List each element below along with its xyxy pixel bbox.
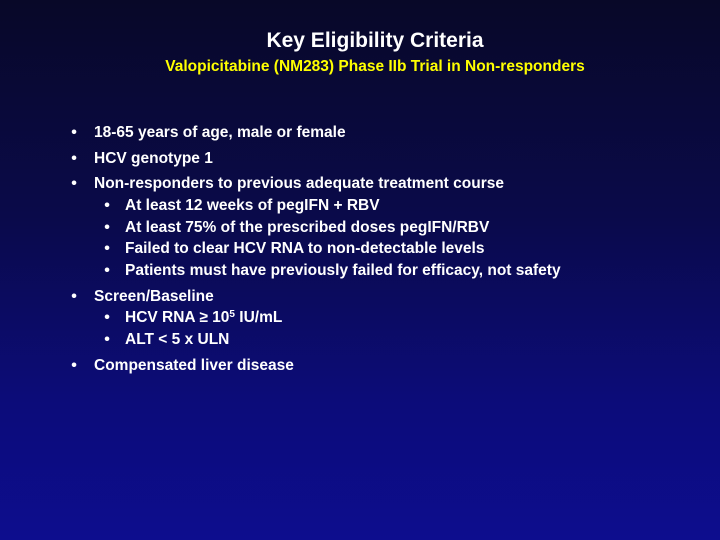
sub-list-item-text <box>125 307 282 329</box>
sub-list-item-text: Failed to clear HCV RNA to non-detectable levels <box>125 240 485 257</box>
list-item <box>0 355 700 377</box>
hcv-rna-text: HCV RNA ≥ 10 <box>125 309 230 326</box>
bullet-icon: • <box>71 175 77 192</box>
list-item <box>0 148 700 170</box>
bullet-icon: • <box>104 309 110 326</box>
slide-title: Key Eligibility Criteria <box>266 29 484 52</box>
sub-list-item-text: Patients must have previously failed for efficacy, not safety <box>125 262 561 279</box>
list-item-text: Compensated liver disease <box>94 357 294 374</box>
bullet-icon: • <box>104 262 110 279</box>
bullet-icon: • <box>71 288 77 305</box>
sub-list-item-text: At least 75% of the prescribed doses pegIFN/RBV <box>125 219 490 236</box>
bullet-icon: • <box>71 357 77 374</box>
sub-list-item <box>0 217 700 239</box>
bullet-icon: • <box>104 219 110 236</box>
sub-list-item <box>0 195 700 217</box>
list-item-text: 18-65 years of age, male or female <box>94 124 346 141</box>
slide-subtitle: Valopicitabine (NM283) Phase IIb Trial in Non-responders <box>165 58 585 75</box>
bullet-icon: • <box>71 124 77 141</box>
list-item-text: Non-responders to previous adequate treatment course <box>94 175 504 192</box>
hcv-rna-unit: IU/mL <box>234 309 283 326</box>
sub-list-item <box>0 238 700 260</box>
list-item-text: Screen/Baseline <box>94 288 214 305</box>
sub-list-item <box>0 329 700 351</box>
bullet-icon: • <box>104 197 110 214</box>
exponent: 5 <box>229 309 235 320</box>
bullet-icon: • <box>104 240 110 257</box>
list-item <box>0 286 700 308</box>
list-item <box>0 122 700 144</box>
list-item <box>0 173 700 195</box>
sub-list-item-text: At least 12 weeks of pegIFN + RBV <box>125 197 380 214</box>
sub-list-item <box>0 307 700 329</box>
sub-list-item <box>0 260 700 282</box>
bullet-icon: • <box>104 331 110 348</box>
sub-list-item-text: ALT < 5 x ULN <box>125 331 230 348</box>
list-item-text: HCV genotype 1 <box>94 150 213 167</box>
bullet-icon: • <box>71 150 77 167</box>
